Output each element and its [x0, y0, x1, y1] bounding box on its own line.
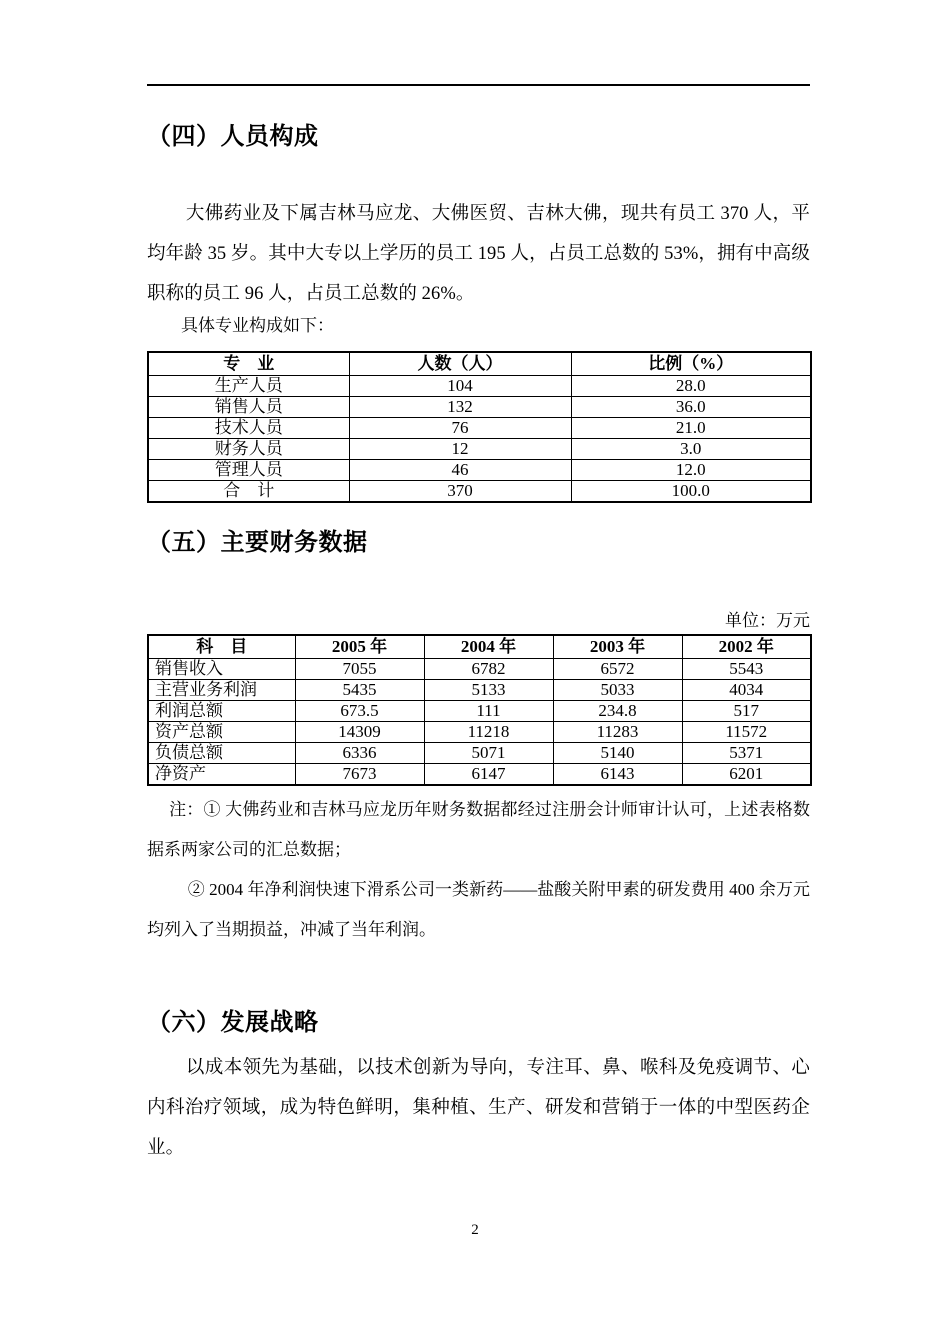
personnel-col-ratio: 比例（%） — [571, 352, 811, 376]
cell-item: 主营业务利润 — [148, 680, 295, 701]
table-row — [148, 418, 811, 439]
table-row — [148, 439, 811, 460]
cell-count: 370 — [349, 481, 571, 503]
table-row — [148, 376, 811, 397]
cell-2003: 6143 — [553, 764, 682, 786]
cell-ratio: 12.0 — [571, 460, 811, 481]
cell-count: 132 — [349, 397, 571, 418]
cell-2005: 14309 — [295, 722, 424, 743]
cell-2003: 5140 — [553, 743, 682, 764]
cell-major: 生产人员 — [148, 376, 349, 397]
table-row — [148, 397, 811, 418]
financial-table-wrap — [147, 634, 810, 786]
cell-2004: 6782 — [424, 659, 553, 680]
page-header-rule — [147, 84, 810, 86]
cell-ratio: 36.0 — [571, 397, 811, 418]
cell-2003: 5033 — [553, 680, 682, 701]
cell-2004: 11218 — [424, 722, 553, 743]
cell-item: 负债总额 — [148, 743, 295, 764]
financial-col-2002: 2002 年 — [682, 635, 811, 659]
table-row — [148, 460, 811, 481]
cell-count: 104 — [349, 376, 571, 397]
cell-2002: 5371 — [682, 743, 811, 764]
table-row — [148, 659, 811, 680]
cell-major: 销售人员 — [148, 397, 349, 418]
cell-2004: 5071 — [424, 743, 553, 764]
heading-strategy: （六）发展战略 — [147, 1009, 319, 1036]
cell-major: 合 计 — [148, 481, 349, 503]
cell-ratio: 3.0 — [571, 439, 811, 460]
cell-ratio: 100.0 — [571, 481, 811, 503]
table-row — [148, 680, 811, 701]
cell-2005: 5435 — [295, 680, 424, 701]
cell-count: 12 — [349, 439, 571, 460]
cell-2005: 673.5 — [295, 701, 424, 722]
heading-financials: （五）主要财务数据 — [147, 529, 368, 556]
table-header-row — [148, 635, 811, 659]
personnel-col-count: 人数（人） — [349, 352, 571, 376]
page-number: 2 — [471, 1222, 479, 1238]
lead-in-personnel-wrap — [147, 315, 810, 337]
paragraph-personnel: 大佛药业及下属吉林马应龙、大佛医贸、吉林大佛，现共有员工 370 人，平均年龄 35 岁。其中大专以上学历的员工 195 人，占员工总数的 53%，拥有中高级职称的员工 96 人，占员工总数的 26%。 — [147, 204, 810, 304]
personnel-table-wrap — [147, 351, 810, 503]
cell-item: 销售收入 — [148, 659, 295, 680]
financial-note-2: ② 2004 年净利润快速下滑系公司一类新药——盐酸关附甲素的研发费用 400 余万元均列入了当期损益，冲减了当年利润。 — [147, 880, 810, 939]
cell-major: 管理人员 — [148, 460, 349, 481]
financial-table — [147, 634, 812, 786]
cell-2003: 6572 — [553, 659, 682, 680]
table-row — [148, 701, 811, 722]
section-personnel — [147, 122, 810, 152]
cell-2004: 6147 — [424, 764, 553, 786]
paragraph-personnel-wrap — [147, 194, 810, 314]
financial-note-1: 注：① 大佛药业和吉林马应龙历年财务数据都经过注册会计师审计认可，上述表格数据系两家公司的汇总数据； — [147, 800, 810, 859]
cell-item: 利润总额 — [148, 701, 295, 722]
table-header-row — [148, 352, 811, 376]
cell-2002: 6201 — [682, 764, 811, 786]
cell-item: 资产总额 — [148, 722, 295, 743]
section-strategy — [147, 1008, 810, 1038]
cell-2005: 7055 — [295, 659, 424, 680]
cell-2003: 234.8 — [553, 701, 682, 722]
personnel-col-major: 专 业 — [148, 352, 349, 376]
cell-major: 技术人员 — [148, 418, 349, 439]
cell-count: 76 — [349, 418, 571, 439]
table-row — [148, 743, 811, 764]
cell-2005: 6336 — [295, 743, 424, 764]
paragraph-strategy-wrap — [147, 1048, 810, 1168]
table-row — [148, 764, 811, 786]
financial-note-1-wrap — [147, 790, 810, 870]
table-row-total — [148, 481, 811, 503]
financial-note-2-wrap — [147, 870, 810, 950]
financial-col-item: 科 目 — [148, 635, 295, 659]
financial-col-2005: 2005 年 — [295, 635, 424, 659]
financial-col-2004: 2004 年 — [424, 635, 553, 659]
paragraph-strategy: 以成本领先为基础，以技术创新为导向，专注耳、鼻、喉科及免疫调节、心内科治疗领域，成为特色鲜明，集种植、生产、研发和营销于一体的中型医药企业。 — [147, 1058, 810, 1158]
cell-2003: 11283 — [553, 722, 682, 743]
section-financials — [147, 528, 810, 558]
cell-2004: 111 — [424, 701, 553, 722]
cell-ratio: 28.0 — [571, 376, 811, 397]
cell-major: 财务人员 — [148, 439, 349, 460]
financial-col-2003: 2003 年 — [553, 635, 682, 659]
cell-2002: 11572 — [682, 722, 811, 743]
cell-2005: 7673 — [295, 764, 424, 786]
cell-2002: 4034 — [682, 680, 811, 701]
cell-2002: 5543 — [682, 659, 811, 680]
cell-ratio: 21.0 — [571, 418, 811, 439]
cell-item: 净资产 — [148, 764, 295, 786]
table-row — [148, 722, 811, 743]
units-label-wrap — [147, 606, 810, 631]
heading-personnel: （四）人员构成 — [147, 123, 319, 150]
lead-in-personnel: 具体专业构成如下： — [181, 316, 334, 335]
cell-2002: 517 — [682, 701, 811, 722]
cell-count: 46 — [349, 460, 571, 481]
personnel-table — [147, 351, 812, 503]
cell-2004: 5133 — [424, 680, 553, 701]
units-label: 单位：万元 — [725, 611, 810, 630]
